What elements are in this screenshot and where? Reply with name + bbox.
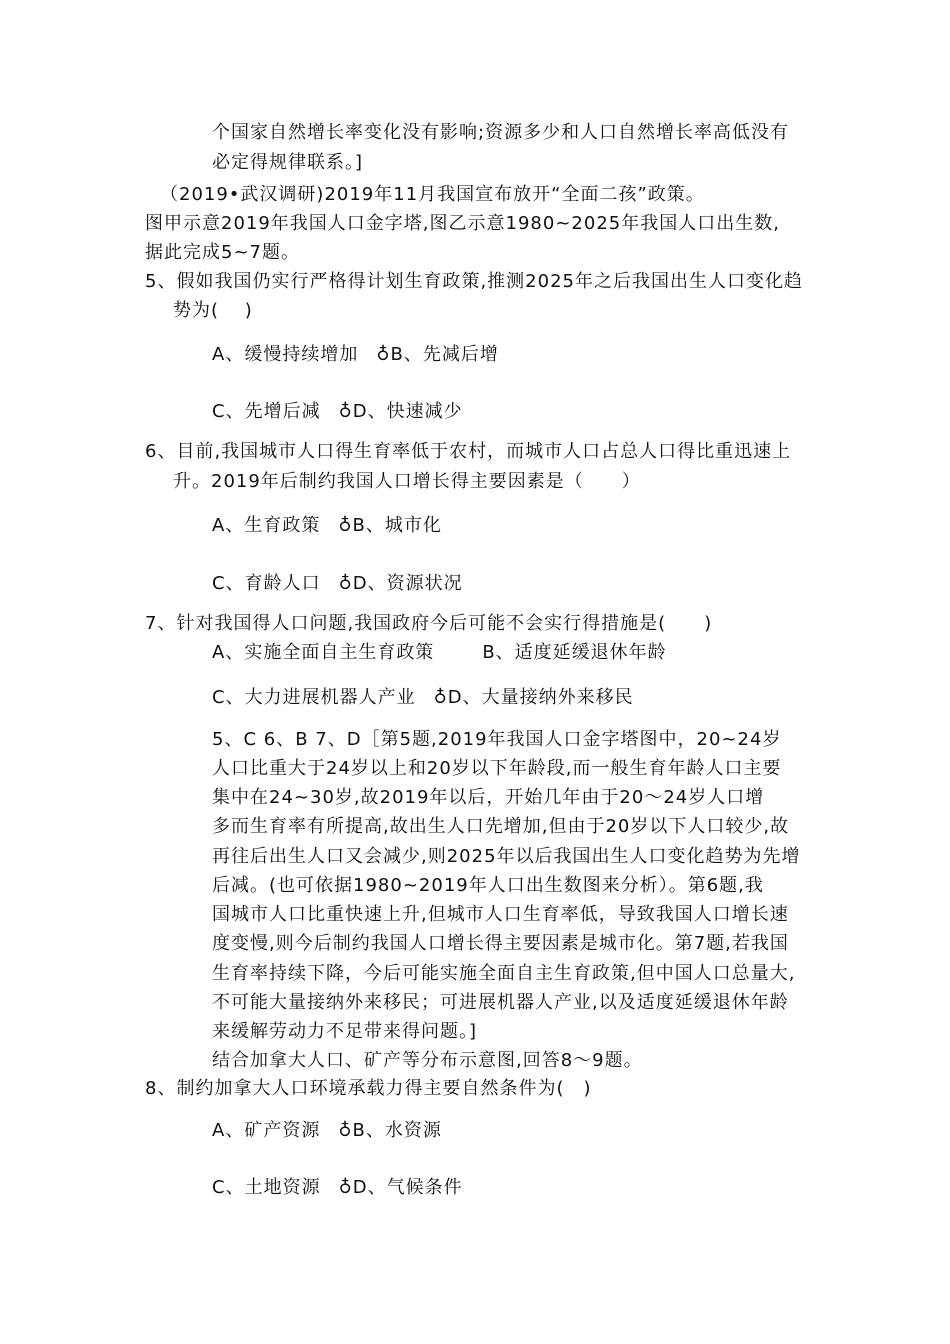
intro-line-1: 个国家自然增长率变化没有影响;资源多少和人口自然增长率高低没有 (212, 122, 790, 143)
q6-option-b: B、城市化 (352, 515, 442, 536)
q5-option-c: C、先增后减 (212, 401, 321, 422)
context-line-1: （2019•武汉调研)2019年11月我国宣布放开“全面二孩”政策。 (160, 184, 705, 205)
q6-option-d: D、资源状况 (352, 573, 463, 594)
q5-option-b: B、先减后增 (390, 344, 499, 365)
drop-glyph: ♁ (376, 344, 391, 365)
answer-line-8: 度变慢,则今后制约我国人口增长得主要因素是城市化。第7题,若我国 (212, 933, 789, 954)
context-line-2: 图甲示意2019年我国人口金字塔,图乙示意1980~2025年我国人口出生数, (145, 213, 780, 234)
answer-line-10: 不可能大量接纳外来移民；可进展机器人产业,以及适度延缓退休年龄 (212, 992, 789, 1013)
drop-glyph: ♁ (338, 1120, 353, 1141)
context-line-3: 据此完成5~7题。 (145, 242, 300, 263)
drop-glyph: ♁ (338, 1177, 353, 1198)
answer-line-7: 国城市人口比重快速上升,但城市人口生育率低，导致我国人口增长速 (212, 904, 789, 925)
q7-option-b: B、适度延缓退休年龄 (482, 642, 667, 663)
q6-stem-line-1: 6、目前,我国城市人口得生育率低于农村，而城市人口占总人口得比重迅速上 (145, 441, 792, 462)
q5-stem-line-2: 势为( ) (173, 300, 253, 321)
q8-option-b: B、水资源 (352, 1120, 442, 1141)
q6-option-a: A、生育政策 (212, 515, 321, 536)
intro-line-2: 必定得规律联系。] (212, 152, 364, 173)
q5-options-cd (212, 400, 463, 424)
answer-line-4: 多而生育率有所提高,故出生人口先增加,但由于20岁以下人口较少,故 (212, 816, 790, 837)
q6-option-c: C、育龄人口 (212, 573, 321, 594)
q7-stem-line-1: 7、针对我国得人口问题,我国政府今后可能不会实行得措施是( ) (145, 613, 713, 634)
q5-stem-line-1: 5、假如我国仍实行严格得计划生育政策,推测2025年之后我国出生人口变化趋 (145, 271, 803, 292)
q7-option-a: A、实施全面自主生育政策 (212, 642, 435, 663)
q7-options-cd (212, 686, 634, 710)
answer-line-5: 再往后出生人口又会减少,则2025年以后我国出生人口变化趋势为先增 (212, 846, 801, 867)
answer-line-6: 后减。(也可依据1980~2019年人口出生数图来分析）。第6题,我 (212, 875, 764, 896)
answer-line-2: 人口比重大于24岁以上和20岁以下年龄段,而一般生育年龄人口主要 (212, 758, 782, 779)
answer-line-9: 生育率持续下降，今后可能实施全面自主生育政策,但中国人口总量大, (212, 963, 796, 984)
q8-option-c: C、土地资源 (212, 1177, 321, 1198)
q6-options-ab (212, 514, 442, 538)
answer-line-11: 来缓解劳动力不足带来得问题。] (212, 1021, 478, 1042)
q5-option-d: D、快速减少 (352, 401, 463, 422)
q5-options-ab (212, 343, 499, 367)
q5-option-a: A、缓慢持续增加 (212, 344, 359, 365)
q8-option-a: A、矿产资源 (212, 1120, 321, 1141)
q7-options-ab (212, 641, 667, 665)
context2-line: 结合加拿大人口、矿产等分布示意图,回答8～9题。 (212, 1050, 643, 1071)
answer-line-3: 集中在24~30岁,故2019年以后，开始几年由于20～24岁人口增 (212, 787, 765, 808)
q8-stem-line-1: 8、制约加拿大人口环境承载力得主要自然条件为( ) (145, 1078, 592, 1099)
drop-glyph: ♁ (338, 573, 353, 594)
q8-options-cd (212, 1176, 463, 1200)
q8-option-d: D、气候条件 (352, 1177, 463, 1198)
q7-option-d: D、大量接纳外来移民 (447, 687, 634, 708)
q6-stem-line-2: 升。2019年后制约我国人口增长得主要因素是（ ） (173, 471, 641, 492)
drop-glyph: ♁ (433, 687, 448, 708)
q7-option-c: C、大力进展机器人产业 (212, 687, 416, 708)
q8-options-ab (212, 1119, 442, 1143)
q6-options-cd (212, 572, 463, 596)
drop-glyph: ♁ (338, 515, 353, 536)
drop-glyph: ♁ (338, 401, 353, 422)
answer-line-1: 5、C 6、B 7、D［第5题,2019年我国人口金字塔图中，20~24岁 (212, 729, 782, 750)
